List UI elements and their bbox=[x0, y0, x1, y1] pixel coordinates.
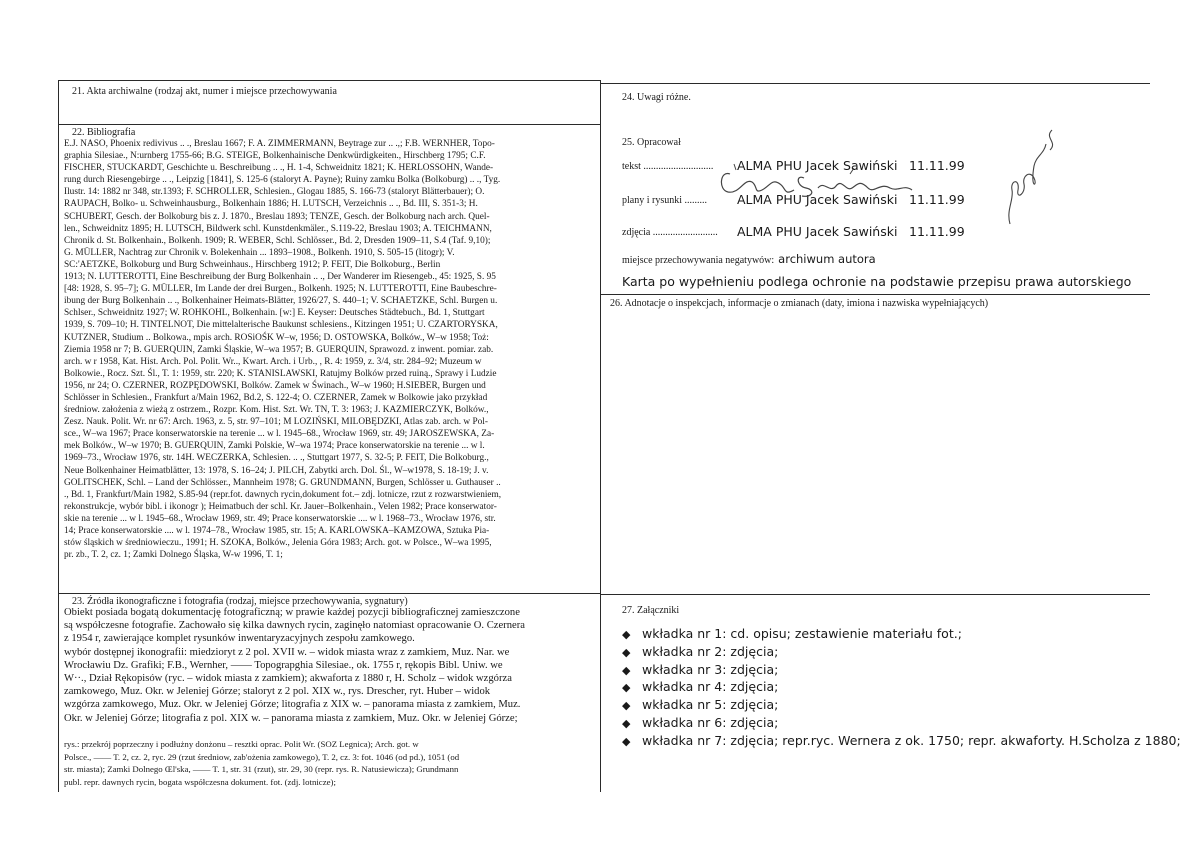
diamond-bullet-icon: ◆ bbox=[622, 699, 631, 713]
bibliography-text: E.J. NASO, Phoenix redivivus .. ., Breslau 1667; F. A. ZIMMERMANN, Beytrage zur .. .,; F.B. WERNHER, Topo- graphia Silesiae., N:urnberg 1755-66; B.G. STEIGE, Bolkenhainische Denkwürdigkeiten., Hirschberg 1795; C.F. FISCHER, STUCKARDT, Geschichte u. Beschreibung .. ., H. 1-4, Schweidnitz 1821; K. HERLOSSOHN, Wande- rung durch Riesengebirge .. ., Leipzig [1841], S. 125-6 (staloryt A. Payne); Ruiny zamku Bolka (Bolkoburg) .. ., Tyg. Ilustr. 14: 1882 nr 348, str.1393; F. SCHROLLER, Schlesien., Glogau 1885, S. 166-73 (staloryt Blätterbauer); O. RAUPACH, Bolko- u. Schweinhausburg., Bolkenhain 1886; H. LUTSCH, Verzeichnis .. ., Bd. III, S. 351-3; H. SCHUBERT, Gesch. der Bolkoburg bis z. J. 1870., Breslau 1893; TENZE, Gesch. der Bolkoburg nach arch. Quel- len., Schweidnitz 1895; H. LUTSCH, Bildwerk schl. Kunstdenkmäler., S.119-22, Breslau 1903; A. TEICHMANN, Chronik d. St. Bolkenhain., Bolkenh. 1909; R. WEBER, Schl. Schlösser., Bd. 2, Dresden 1909–11, S.4 (Taf. 9,10); G. MÜLLER, Nachtrag zur Chronik v. Bolekenhain ... 1893–1908., Bolkenh. 1910, S. 505-15 (litogr); V. SC:'AETZKE, Bolkoburg und Burg Schweinhaus., Hirschberg 1912; P. FEIT, Die Bolkoburg., Berlin 1913; N. LUTTEROTTI, Eine Beschreibung der Burg Bolkenhain .. ., Der Wanderer im Riesengeb., 45: 1925, S. 95 [48: 1928, S. 95–7]; G. MÜLLER, Im Lande der drei Burgen., Bolkenh. 1925; N. LUTTEROTTI, Eine Baubeschre- ibung der Burg Bolkenhain .. ., Bolkenhainer Heimats-Blätter, 1926/27, S. 440–1; V. SCHAETZKE, Schl. Burgen u. Schlser., Schweidnitz 1927; W. ROHKOHL, Bolkenhain. [w:] E. Keyser: Deutsches Städtebuch., Bd. 1, Stuttgart 1939, S. 709–10; H. TINTELNOT, Die mittelalterische Baukunst schlesiens., Kitzingen 1951; U. CZARTORYSKA, KUTZNER, Studium .. Bolkowa., mpis arch. ROSiOŚK W–w, 1956; D. OSTOWSKA, Bolków., W–w 1958; Toż: Ziemia 1958 nr 7; B. GUERQUIN, Zamki Śląskie, W–wa 1957; B. GUERQUIN, Sprawozd. z inwent. pomiar. zab. arch. w r 1958, Kat. Hist. Arch. Pol. Polit. Wr.., Kwart. Arch. i Urb., , R. 4: 1959, z. 3/4, str. 284–92; Muzeum w Bolkowie., Rocz. Szt. Śl., T. 1: 1959, str. 220; K. STANISLAWSKI, Ratujmy Bolków przed ruiną., Sprawy i Ludzie 1956, nr 24; O. CZERNER, ROZPĘDOWSKI, Bolków. Zamek w Świnach., W–w 1960; H.SIEBER, Burgen und Schlösser in Schlesien., Frankfurt a/Main 1962, Bd.2, S. 122-4; O. CZERNER, Zamek w Bolkowie jako przykład średniow. założenia z wieżą z ostrzem., Rozpr. Kom. Hist. Szt. Wr. TN, T. 3: 1963; J. KAZMIERCZYK, Bolków., Zesz. Nauk. Polit. Wr. nr 67: Arch. 1963, z. 5, str. 97–101; M LOZIŃSKI, MILOBĘDZKI, Atlas zab. arch. w Pol- sce., W–wa 1967; Prace konserwatorskie na terenie ... w l. 1945–68., Wrocław 1969, str. 49; JAROSZEWSKA, Za- mek Bolków., W–w 1970; B. GUERQUIN, Zamki Polskie, W–wa 1974; Prace konserwatorskie na terenie ... w l. 1969–73., Wrocław 1976, str. 14H. WECZERKA, Schlesien. .. ., Stuttgart 1977, S. 32-5; P. FEIT, Die Bolkoburg., Neue Bolkenhainer Heimatblätter, 13: 1978, S. 16–24; J. PILCH, Zabytki arch. Dol. Śl., W–w1978, S. 18-19; J. v. GOLITSCHEK, Schl. – Land der Schlösser., Mannheim 1978; G. GRUNDMANN, Burgen, Schlösser u. Guthauser .. ., Bd. 1, Frankfurt/Main 1982, S.85-94 (repr.fot. dawnych rycin,dokument fot.– zdj. lotnicze, rzut z rozwarstwieniem, rekonstrukcje, wybór bibl. i ikonogr ); Heimatbuch der schl. Kr. Jauer–Bolkenhain., Velen 1982; Prace konserwator- skie na terenie ... w l. 1945–68., Wrocław 1969, str. 49; Prace konserwatorskie .... w l. 1968–73., Wrocław 1976, str. 14; Prace konserwatorskie .... w l. 1974–78., Wrocław 1985, str. 15; A. KARLOWSKA–KAMZOWA, Sztuka Pia- stów śląskich w średniowieczu., 1991; H. SZOKA, Bolków., Jelenia Góra 1983; Arch. got. w Polsce., W–wa 1995, pr. zb., T. 2, cz. 1; Zamki Dolnego Śląska, W-w 1996, T. 1; bbox=[64, 139, 502, 561]
rule-below-karta bbox=[600, 294, 1150, 295]
handwritten-signature-icon bbox=[700, 160, 940, 210]
attachment-text: wkładka nr 3: zdjęcia; bbox=[642, 661, 779, 677]
zdjecia-row bbox=[622, 227, 718, 238]
section-21-heading: 21. Akta archiwalne (rodzaj akt, numer i miejsce przechowywania bbox=[72, 86, 337, 97]
tekst-date: 11.11.99 bbox=[909, 158, 965, 173]
attachment-item bbox=[622, 626, 962, 641]
copyright-note: Karta po wypełnieniu podlega ochronie na podstawie przepisu prawa autorskiego bbox=[622, 274, 1132, 289]
diamond-bullet-icon: ◆ bbox=[622, 717, 631, 730]
negatives-value: archiwum autora bbox=[778, 252, 876, 266]
rule-top-left bbox=[58, 80, 600, 81]
rule-above-27 bbox=[600, 594, 1150, 595]
attachment-text: wkładka nr 7: zdjęcia; repr.ryc. Wernera z ok. 1750; repr. akwaforty. H.Scholza z 1880; bbox=[642, 732, 1181, 748]
diamond-bullet-icon: ◆ bbox=[622, 645, 631, 659]
iconography-text: Obiekt posiada bogatą dokumentację fotograficzną; w prawie każdej pozycji bibliograficznej zamieszczone są współczesne fotografie. Zachowało się kilka dawnych rycin, zaginęło natomiast opracowanie O. Czernera z 1954 r, zawierające komplet rysunków inwentaryzacyjnych zespołu zamkowego. wybór dostępnej ikonografii: miedzioryt z 2 pol. XVII w. – widok miasta wraz z zamkiem, Muz. Nar. we Wrocławiu Dz. Grafiki; F.B., Wernher, —— Topograpghia Silesiae., ok. 1755 r, rękopis Bibl. Uniw. we W··., Dział Rękopisów (ryc. – widok miasta z zamkiem); akwaforta z 1880 r, H. Scholz – widok wzgórza zamkowego, Muz. Okr. w Jeleniej Górze; staloryt z 2 pol. XIX w., rys. Drescher, ryt. Huber – widok wzgórza zamkowego, Muz. Okr. w Jeleniej Górze; litografia z XIX w. – panorama miasta z zamkiem, Muz. Okr. w Jeleniej Górze; litografia z pol. XIX w. – panorama miasta z zamkiem, Muz. Okr. w Jeleniej Górze; bbox=[64, 607, 525, 724]
margin-signature-icon bbox=[1000, 120, 1070, 230]
rule-below-22 bbox=[58, 593, 600, 594]
section-27-heading: 27. Załączniki bbox=[622, 605, 680, 616]
section-26-heading: 26. Adnotacje o inspekcjach, informacje o zmianach (daty, imiona i nazwiska wypełniających) bbox=[610, 298, 989, 309]
zdjecia-date: 11.11.99 bbox=[909, 224, 965, 239]
negatives-label: miejsce przechowywania negatywów: bbox=[622, 255, 775, 266]
tekst-label: tekst ............................ bbox=[622, 161, 714, 172]
attachment-item bbox=[622, 697, 778, 712]
negatives-location bbox=[622, 250, 876, 268]
plany-value: ALMA PHU Jacek Sawiński bbox=[737, 192, 898, 207]
rule-center bbox=[600, 80, 601, 792]
plany-date: 11.11.99 bbox=[909, 192, 965, 207]
attachment-text: wkładka nr 2: zdjęcia; bbox=[642, 643, 779, 659]
zdjecia-value: ALMA PHU Jacek Sawiński bbox=[737, 224, 898, 239]
rule-top-right bbox=[600, 83, 1150, 84]
section-24-heading: 24. Uwagi różne. bbox=[622, 92, 691, 103]
plany-row bbox=[622, 195, 707, 206]
rule-below-21 bbox=[58, 124, 600, 125]
attachment-text: wkładka nr 1: cd. opisu; zestawienie materiału fot.; bbox=[642, 626, 962, 641]
attachment-item bbox=[622, 733, 1181, 748]
iconography-small-text: rys.: przekrój poprzeczny i podłużny donżonu – resztki oprac. Polit Wr. (SOZ Legnica); Arch. got. w Polsce., —— T. 2, cz. 2, ryc. 29 (rzut średniow, zab'ożenia zamkowego), T. 2, cz. 3: fot. 1046 (od pd.), 1051 (od str. miasta); Zamki Dolnego Œl'ska, —— T. 1, str. 31 (rzut), str. 29, 30 (repr. rys. R. Natusiewicza); Grundmann publ. repr. dawnych rycin, bogata współczesna dokument. fot. (zdj. lotnicze); bbox=[64, 739, 460, 787]
plany-label: plany i rysunki ......... bbox=[622, 195, 707, 206]
attachment-text: wkładka nr 5: zdjęcia; bbox=[642, 697, 779, 713]
section-23-heading: 23. Źródła ikonograficzne i fotografia (rodzaj, miejsce przechowywania, sygnatury) bbox=[72, 596, 408, 607]
attachment-item bbox=[622, 679, 778, 694]
attachment-item bbox=[622, 662, 778, 677]
attachment-item bbox=[622, 715, 778, 730]
rule-left-edge bbox=[58, 80, 59, 792]
diamond-bullet-icon: ◆ bbox=[622, 681, 631, 695]
diamond-bullet-icon: ◆ bbox=[622, 734, 631, 748]
section-25-heading: 25. Opracował bbox=[622, 137, 681, 148]
diamond-bullet-icon: ◆ bbox=[622, 663, 631, 677]
zdjecia-label: zdjęcia .......................... bbox=[622, 227, 718, 238]
tekst-value: ALMA PHU Jacek Sawiński bbox=[737, 158, 898, 173]
diamond-bullet-icon: ◆ bbox=[622, 628, 631, 641]
attachment-text: wkładka nr 6: zdjęcia; bbox=[642, 715, 779, 730]
attachment-item bbox=[622, 644, 778, 659]
section-22-heading: 22. Bibliografia bbox=[72, 127, 136, 138]
attachment-text: wkładka nr 4: zdjęcia; bbox=[642, 679, 779, 695]
